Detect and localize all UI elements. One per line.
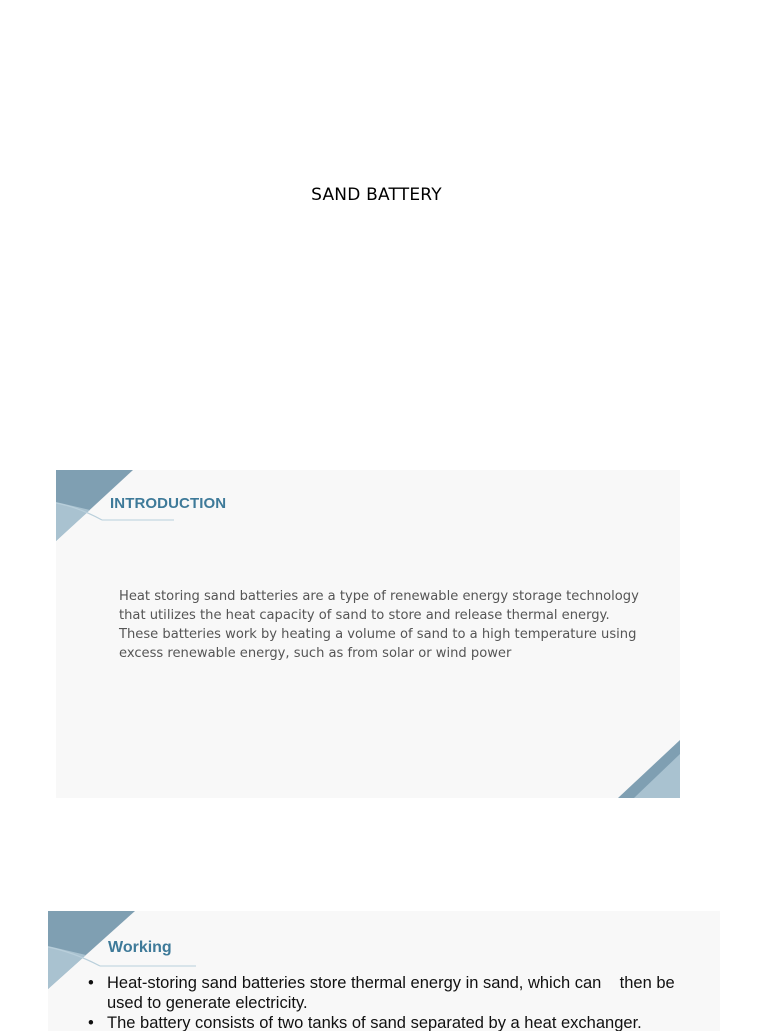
slide-heading: Working [108,939,172,956]
slide-heading: INTRODUCTION [110,495,227,512]
slide-body-text: Heat storing sand batteries are a type of renewable energy storage technology that utilizes the heat capacity of sand to store and release thermal energy. These batteries work by heating a volume of sand to a high temperature using excess renewable energy, such as from solar or wind power [119,589,639,661]
list-item-text: The battery consists of two tanks of sand separated by a heat exchanger. [107,1014,642,1031]
document-title: SAND BATTERY [311,185,442,205]
list-item: • The battery consists of two tanks of sand separated by a heat exchanger. [88,1014,642,1031]
list-item-text: Heat-storing sand batteries store thermal energy in sand, which can then be used to generate electricity. [107,974,675,1012]
bullet-list [88,973,688,1031]
slide-introduction [56,470,680,798]
slide-working [48,911,720,1031]
corner-triangle-decoration [618,740,680,798]
list-item: • Heat-storing sand batteries store thermal energy in sand, which can then be used to generate electricity. [88,974,675,1012]
